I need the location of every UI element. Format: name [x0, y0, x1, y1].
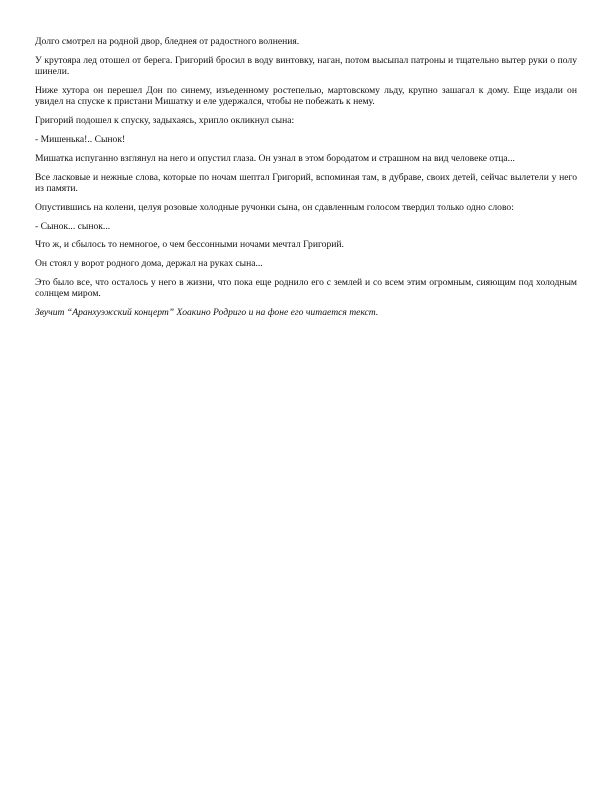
paragraph-4: Григорий подошел к спуску, задыхаясь, хрипло окликнул сына: — [35, 115, 295, 127]
stage-note: Звучит “Аранхуэжский концерт” Хоакино Родриго и на фоне его читается текст. — [35, 307, 379, 319]
paragraph-9: - Сынок... сынок... — [35, 220, 111, 232]
paragraph-6: Мишатка испуганно взглянул на него и опустил глаза. Он узнал в этом бородатом и страшном на вид человеке отца... — [35, 152, 515, 164]
paragraph-10: Что ж, и сбылось то немногое, о чем бессонными ночами мечтал Григорий. — [35, 239, 344, 251]
paragraph-2: У крутояра лед отошел от берега. Григорий бросил в воду винтовку, наган, потом высыпал патроны и тщательно вытер руки о полу шинели. — [35, 54, 577, 78]
paragraph-11: Он стоял у ворот родного дома, держал на руках сына... — [35, 258, 263, 270]
document-page — [35, 36, 577, 319]
paragraph-5: - Мишенька!.. Сынок! — [35, 134, 126, 145]
paragraph-7: Все ласковые и нежные слова, которые по ночам шептал Григорий, вспоминая там, в дубраве, своих детей, сейчас вылетели у него из памяти. — [35, 171, 577, 194]
paragraph-3: Ниже хутора он перешел Дон по синему, изъеденному ростепелью, мартовскому льду, крупно зашагал к дому. Еще издали он увидел на спуске к пристани Мишатку и еле удержался, чтобы не побежать к нему. — [35, 85, 577, 108]
paragraph-1: Долго смотрел на родной двор, бледнея от радостного волнения. — [35, 36, 300, 47]
paragraph-8: Опустившись на колени, целуя розовые холодные ручонки сына, он сдавленным голосом твердил только одно слово: — [35, 201, 514, 213]
paragraph-12: Это было все, что осталось у него в жизни, что пока еще роднило его с землей и со всем этим огромным, сияющим под холодным солнцем миром. — [35, 276, 577, 300]
